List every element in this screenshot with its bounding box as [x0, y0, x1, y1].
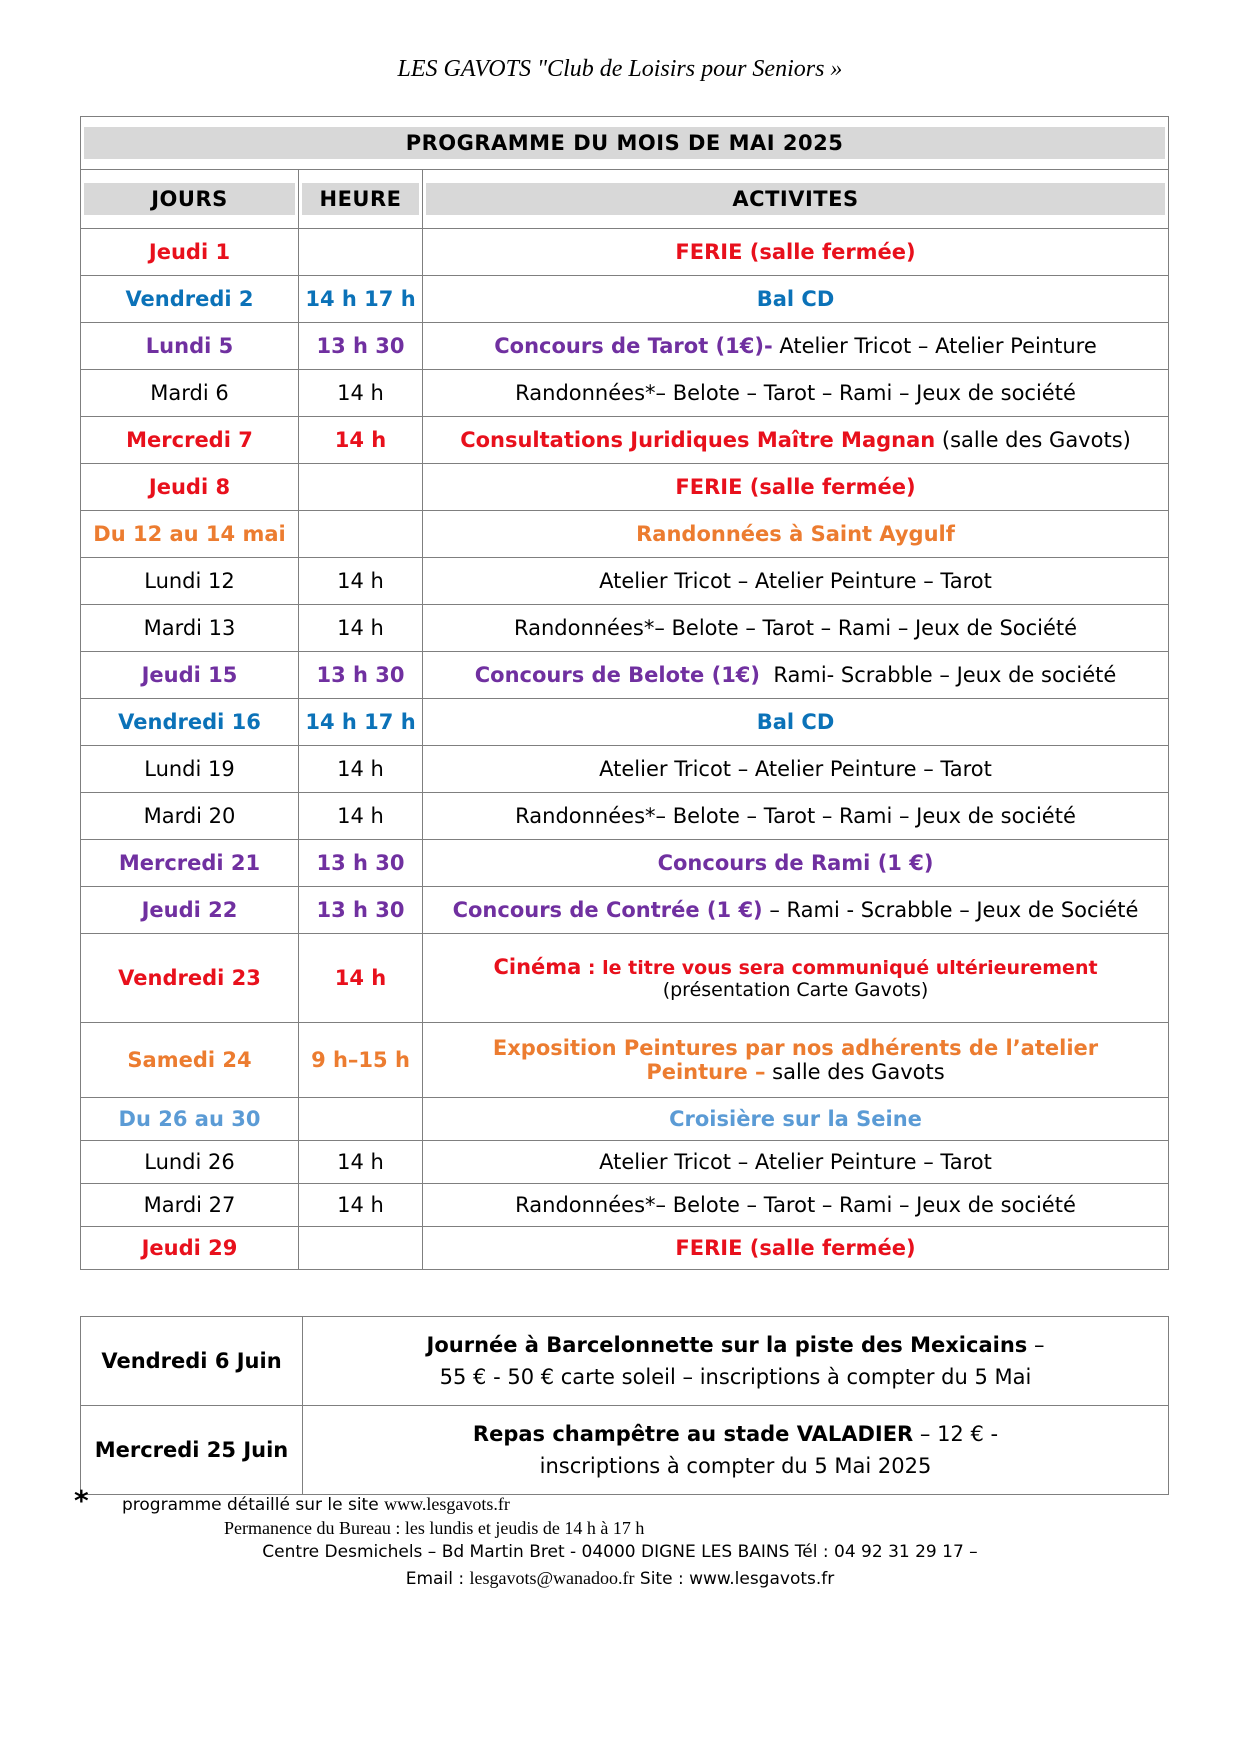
time-cell: 14 h 17 h	[299, 276, 423, 323]
activity-extra: Rami- Scrabble – Jeux de société	[760, 663, 1117, 687]
table-row	[81, 370, 1169, 417]
time-cell	[299, 464, 423, 511]
activity-cell	[423, 934, 1169, 1023]
day-cell: Jeudi 22	[81, 887, 299, 934]
address: Centre Desmichels – Bd Martin Bret - 04000 DIGNE LES BAINS Tél : 04 92 31 29 17 –	[262, 1542, 978, 1562]
time-cell: 14 h	[299, 934, 423, 1023]
day-cell: Mardi 13	[81, 605, 299, 652]
time-cell: 14 h	[299, 417, 423, 464]
day-cell: Jeudi 8	[81, 464, 299, 511]
day-cell: Samedi 24	[81, 1023, 299, 1098]
activity-extra: salle des Gavots	[765, 1060, 945, 1084]
time-cell: 13 h 30	[299, 887, 423, 934]
column-header-jours: JOURS	[84, 183, 295, 215]
day-cell: Du 26 au 30	[81, 1098, 299, 1141]
table-row	[81, 1227, 1169, 1270]
table-row	[81, 1141, 1169, 1184]
activity-highlight: Concours de Tarot (1€)-	[494, 334, 773, 358]
activity-cell	[423, 1023, 1169, 1098]
day-cell: Jeudi 29	[81, 1227, 299, 1270]
activity-highlight: Exposition Peintures par nos adhérents de l’atelier	[492, 1036, 1099, 1060]
time-cell: 14 h	[299, 558, 423, 605]
footnote-asterisk: *	[74, 1484, 89, 1517]
column-header-activites: ACTIVITES	[426, 183, 1165, 215]
table-row	[81, 887, 1169, 934]
table-row	[81, 1184, 1169, 1227]
activity-cell: Atelier Tricot – Atelier Peinture – Tarot	[423, 558, 1169, 605]
activity-highlight-detail: Peinture –	[646, 1060, 766, 1084]
time-cell: 14 h 17 h	[299, 699, 423, 746]
activity-highlight: Concours de Contrée (1 €)	[452, 898, 763, 922]
day-cell: Mardi 27	[81, 1184, 299, 1227]
table-row	[81, 1098, 1169, 1141]
activity-highlight: Concours de Belote (1€)	[474, 663, 761, 687]
activity-cell: Croisière sur la Seine	[423, 1098, 1169, 1141]
activity-cell: Randonnées*– Belote – Tarot – Rami – Jeux de Société	[423, 605, 1169, 652]
table-row	[81, 1023, 1169, 1098]
day-cell: Lundi 12	[81, 558, 299, 605]
time-cell: 14 h	[299, 793, 423, 840]
table-row	[81, 793, 1169, 840]
activity-cell	[423, 887, 1169, 934]
activity-cell: FERIE (salle fermée)	[423, 464, 1169, 511]
time-cell: 13 h 30	[299, 652, 423, 699]
activity-cell: Randonnées*– Belote – Tarot – Rami – Jeux de société	[423, 370, 1169, 417]
table-row	[81, 417, 1169, 464]
event-date: Vendredi 6 Juin	[81, 1317, 303, 1406]
event-title: Repas champêtre au stade VALADIER	[472, 1422, 914, 1446]
table-row	[81, 605, 1169, 652]
activity-cell: Atelier Tricot – Atelier Peinture – Tarot	[423, 1141, 1169, 1184]
activity-highlight-detail: : le titre vous sera communiqué ultérieurement	[581, 957, 1098, 979]
day-cell: Lundi 26	[81, 1141, 299, 1184]
events-table	[80, 1316, 1169, 1495]
day-cell: Lundi 5	[81, 323, 299, 370]
day-cell: Vendredi 23	[81, 934, 299, 1023]
event-row	[81, 1406, 1169, 1495]
event-info: 55 € - 50 € carte soleil – inscriptions à compter du 5 Mai	[439, 1365, 1032, 1389]
activity-highlight: Cinéma	[493, 955, 582, 979]
day-cell: Mardi 20	[81, 793, 299, 840]
activity-cell	[423, 652, 1169, 699]
footnote-site-link[interactable]: www.lesgavots.fr	[384, 1494, 510, 1514]
activity-cell: Randonnées à Saint Aygulf	[423, 511, 1169, 558]
activity-cell	[423, 417, 1169, 464]
activity-highlight: Consultations Juridiques Maître Magnan	[460, 428, 936, 452]
activity-cell: Concours de Rami (1 €)	[423, 840, 1169, 887]
time-cell	[299, 1227, 423, 1270]
event-row	[81, 1317, 1169, 1406]
activity-cell: Bal CD	[423, 699, 1169, 746]
event-title-extra: – 12 € -	[913, 1422, 999, 1446]
day-cell: Jeudi 15	[81, 652, 299, 699]
activity-cell	[423, 323, 1169, 370]
footnote-line	[122, 1494, 510, 1515]
time-cell: 13 h 30	[299, 323, 423, 370]
activity-extra: (salle des Gavots)	[935, 428, 1131, 452]
site-link[interactable]: www.lesgavots.fr	[689, 1569, 835, 1589]
office-hours: Permanence du Bureau : les lundis et jeudis de 14 h à 17 h	[224, 1518, 645, 1538]
table-row	[81, 229, 1169, 276]
activity-cell: Randonnées*– Belote – Tarot – Rami – Jeux de société	[423, 1184, 1169, 1227]
time-cell: 14 h	[299, 605, 423, 652]
program-table	[80, 116, 1169, 1270]
time-cell: 14 h	[299, 370, 423, 417]
contact-line	[0, 1568, 1240, 1589]
day-cell: Vendredi 16	[81, 699, 299, 746]
table-row	[81, 934, 1169, 1023]
event-details	[303, 1406, 1169, 1495]
day-cell: Jeudi 1	[81, 229, 299, 276]
club-title: LES GAVOTS "Club de Loisirs pour Seniors »	[397, 56, 843, 82]
email-label: Email :	[405, 1569, 470, 1589]
time-cell	[299, 229, 423, 276]
day-cell: Du 12 au 14 mai	[81, 511, 299, 558]
day-cell: Vendredi 2	[81, 276, 299, 323]
day-cell: Mercredi 7	[81, 417, 299, 464]
time-cell: 14 h	[299, 746, 423, 793]
table-row	[81, 652, 1169, 699]
column-header-heure: HEURE	[302, 183, 419, 215]
activity-cell: Atelier Tricot – Atelier Peinture – Tarot	[423, 746, 1169, 793]
activity-extra: Atelier Tricot – Atelier Peinture	[772, 334, 1097, 358]
activity-extra: – Rami - Scrabble – Jeux de Société	[762, 898, 1139, 922]
activity-extra: (présentation Carte Gavots)	[662, 979, 929, 1001]
activity-cell: Randonnées*– Belote – Tarot – Rami – Jeux de société	[423, 793, 1169, 840]
day-cell: Mercredi 21	[81, 840, 299, 887]
event-title-extra: –	[1027, 1333, 1045, 1357]
time-cell: 14 h	[299, 1184, 423, 1227]
column-header-cell	[81, 170, 299, 229]
table-row	[81, 699, 1169, 746]
event-details	[303, 1317, 1169, 1406]
table-row	[81, 464, 1169, 511]
activity-cell: FERIE (salle fermée)	[423, 229, 1169, 276]
time-cell: 9 h–15 h	[299, 1023, 423, 1098]
program-title: PROGRAMME DU MOIS DE MAI 2025	[84, 127, 1165, 159]
table-row	[81, 746, 1169, 793]
event-date: Mercredi 25 Juin	[81, 1406, 303, 1495]
time-cell: 14 h	[299, 1141, 423, 1184]
column-header-cell	[299, 170, 423, 229]
table-row	[81, 558, 1169, 605]
day-cell: Mardi 6	[81, 370, 299, 417]
time-cell: 13 h 30	[299, 840, 423, 887]
footnote-text: programme détaillé sur le site	[122, 1495, 385, 1515]
day-cell: Lundi 19	[81, 746, 299, 793]
event-info: inscriptions à compter du 5 Mai 2025	[539, 1454, 932, 1478]
site-label: Site :	[634, 1569, 690, 1589]
activity-cell: FERIE (salle fermée)	[423, 1227, 1169, 1270]
event-title: Journée à Barcelonnette sur la piste des Mexicains	[426, 1333, 1028, 1357]
table-row	[81, 511, 1169, 558]
table-row	[81, 276, 1169, 323]
email-link[interactable]: lesgavots@wanadoo.fr	[469, 1568, 635, 1588]
time-cell	[299, 1098, 423, 1141]
time-cell	[299, 511, 423, 558]
column-header-cell	[423, 170, 1169, 229]
program-title-cell	[81, 117, 1169, 170]
table-row	[81, 840, 1169, 887]
activity-cell: Bal CD	[423, 276, 1169, 323]
table-row	[81, 323, 1169, 370]
